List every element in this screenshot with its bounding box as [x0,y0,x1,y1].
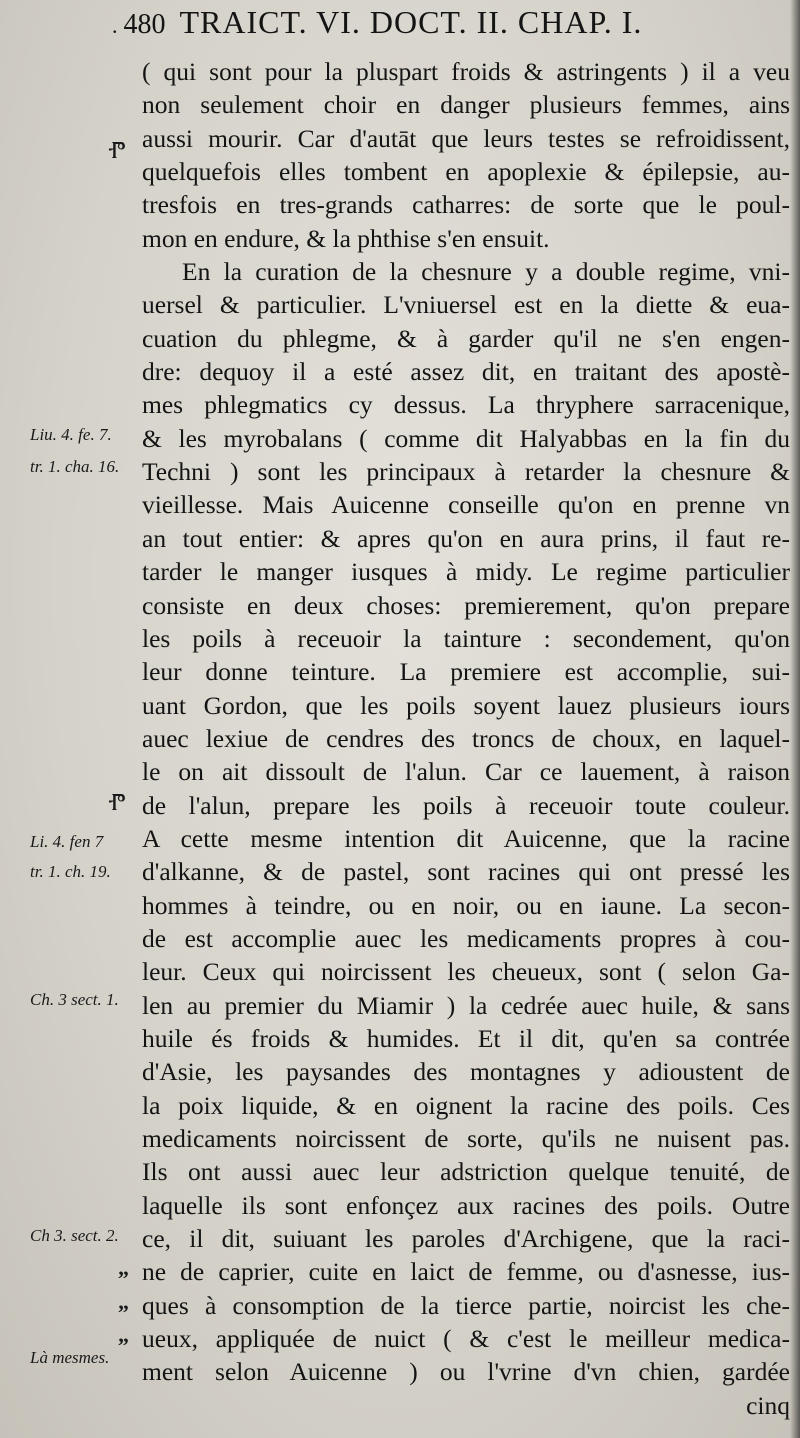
text-line: len au premier du Miamir ) la cedrée auec huile, & sans [142,990,790,1020]
text-line: En la curation de la chesnure y a double regime, vni- [182,257,790,287]
text-line: & les myrobalans ( comme dit Halyabbas en la fin du [142,423,790,453]
page-number: 480 [123,9,166,40]
text-line: de est accomplie auec les medicaments propres à cou- [142,923,790,953]
text-line: leur donne teinture. La premiere est accomplie, sui- [142,657,790,687]
page-edge-shadow [790,0,800,1438]
text-line: d'Asie, les paysandes des montagnes y adioustent de [142,1057,790,1087]
text-line: aussi mourir. Car d'autāt que leurs testes se refroidissent, [142,123,790,153]
margin-note: Liu. 4. fe. 7. [30,425,112,444]
text-line: ueux, appliquée de nuict ( & c'est le meilleur medica- [142,1324,790,1354]
pilcrow-mark-icon: Ⱂ [108,790,126,816]
text-line: quelquefois elles tombent en apoplexie & épilepsie, au- [142,157,790,187]
text-line: non seulement choir en danger plusieurs femmes, ains [142,90,790,120]
text-line: laquelle ils sont enfonçez aux racines des poils. Outre [142,1190,790,1220]
text-line: medicaments noircissent de sorte, qu'ils ne nuisent pas. [142,1124,790,1153]
text-line: leur. Ceux qui noircissent les cheueux, sont ( selon Ga- [142,957,790,987]
text-line: ( qui sont pour la pluspart froids & astringents ) il a veu [142,57,790,86]
text-line: A cette mesme intention dit Auicenne, que la racine [142,823,790,853]
catchword: cinq [746,1390,790,1420]
text-line: dre: dequoy il a esté assez dit, en traitant des apostè- [142,357,790,387]
text-line: les poils à receuoir la tainture : secondement, qu'on [142,623,790,653]
page-header [112,4,642,44]
text-line: d'alkanne, & de pastel, sont racines qui ont pressé les [142,857,790,887]
margin-note: Li. 4. fen 7 [30,832,104,851]
text-line: mes phlegmatics cy dessus. La thryphere sarracenique, [142,390,790,420]
text-line: Ils ont aussi auec leur adstriction quelque tenuité, de [142,1157,790,1187]
text-line: consiste en deux choses: premierement, qu'on prepare [142,590,790,620]
text-line: auec lexiue de cendres des troncs de choux, en laquel- [142,723,790,753]
text-line: le on ait dissoult de l'alun. Car ce lauement, à raison [142,757,790,787]
running-head: TRAICT. VI. DOCT. II. CHAP. I. [179,4,643,40]
text-line: ques à consomption de la tierce partie, noircist les che- [142,1290,790,1320]
text-line: ment selon Auicenne ) ou l'vrine d'vn chien, gardée [142,1357,790,1387]
text-line: cuation du phlegme, & à garder qu'il ne s'en engen- [142,323,790,353]
header-tick-mark: . [112,13,118,38]
text-line: vieillesse. Mais Auicenne conseille qu'on en prenne vn [142,490,790,520]
pilcrow-mark-icon: Ⱂ [108,138,126,164]
margin-note: Ch 3. sect. 2. [30,1226,119,1245]
text-line: uant Gordon, que les poils soyent lauez plusieurs iours [142,690,790,720]
text-line: la poix liquide, & en oignent la racine des poils. Ces [142,1090,790,1120]
margin-note: tr. 1. cha. 16. [30,457,120,476]
body-text [142,55,790,1422]
margin-note: Ch. 3 sect. 1. [30,990,119,1009]
margin-note: tr. 1. ch. 19. [30,862,111,881]
margin-note: Là mesmes. [30,1348,110,1367]
text-line: ne de caprier, cuite en laict de femme, ou d'asnesse, ius- [142,1257,790,1287]
text-line: tarder le manger iusques à midy. Le regime particulier [142,557,790,587]
quotation-mark: „ [118,1255,129,1280]
quotation-mark: „ [118,1322,129,1347]
text-line: de l'alun, prepare les poils à receuoir toute couleur. [142,790,790,820]
text-line: hommes à teindre, ou en noir, ou en iaune. La secon- [142,890,790,920]
quotation-mark: „ [118,1289,129,1314]
text-line: ce, il dit, suiuant les paroles d'Archigene, que la raci- [142,1224,790,1254]
text-line: an tout entier: & apres qu'on en aura prins, il faut re- [142,523,790,553]
text-line: uersel & particulier. L'vniuersel est en la diette & eua- [142,290,790,320]
text-line: huile és froids & humides. Et il dit, qu'en sa contrée [142,1023,790,1053]
text-line: Techni ) sont les principaux à retarder la chesnure & [142,457,790,487]
text-line: mon en endure, & la phthise s'en ensuit. [142,223,550,253]
text-line: tresfois en tres-grands catharres: de sorte que le poul- [142,190,790,220]
